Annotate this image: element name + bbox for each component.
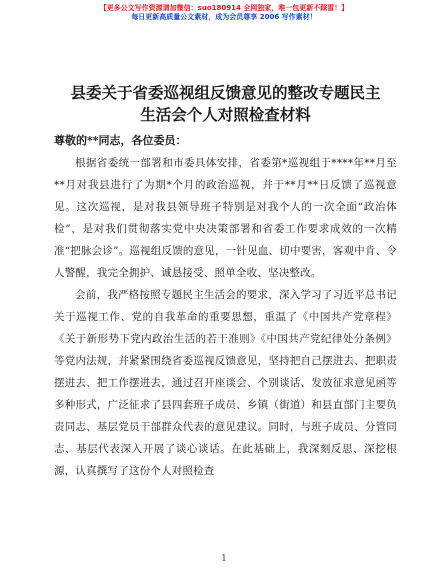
promo-banner: [0, 4, 448, 22]
page-number: 1: [221, 554, 227, 564]
document-page: [54, 82, 397, 482]
paragraph-2: 会前，我严格按照专题民主生活会的要求，深入学习了习近平总书记关于巡视工作、党的自我革命的重要思想，重温了《中国共产党章程》《关于新形势下党内政治生活的若干准则》《中国共产党纪律处分条例》等党内法规，并紧紧围绕省委巡视反馈意见，坚持把自己摆进去、把职责摆进去、把工作摆进去，通过召开座谈会、个别谈话、发放征求意见函等多种形式，广泛征求了县四套班子成员、乡镇（街道）和县直部门主要负责同志、基层党员干部群众代表的意见建议。同时，与班子成员、分管同志、基层代表深入开展了谈心谈话。在此基础上，我深刻反思、深挖根源，认真撰写了这份个人对照检查: [54, 289, 397, 477]
title-line-1: 县委关于省委巡视组反馈意见的整改专题民主: [70, 84, 381, 102]
promo-line-1: 【更多公文写作资源请加微信：suo180914 全网独家，唯一包更新不踩雷！】: [99, 4, 349, 12]
promo-line-2: 每日更新高质量公文素材，成为会员尊享 2006 写作素材！: [131, 13, 317, 21]
title-line-2: 生活会个人对照检查材料: [140, 106, 311, 124]
greeting: 尊敬的**同志，各位委员：: [54, 134, 187, 147]
paragraph-1: 根据省委统一部署和市委具体安排，省委第*巡视组于****年**月至**月对我县进行了为期*个月的政治巡视，并于**月**日反馈了巡视意见。这次巡视，是对我县领导班子特别是对我个人的一次全面“政治体检”，是对我们贯彻落实党中央决策部署和省委工作要求成效的一次精准“把脉会诊”。巡视组反馈的意见，一针见血、切中要害，客观中肯、令人警醒，我完全拥护、诚恳接受、照单全收、坚决整改。: [54, 157, 397, 279]
document-title: [54, 82, 397, 126]
